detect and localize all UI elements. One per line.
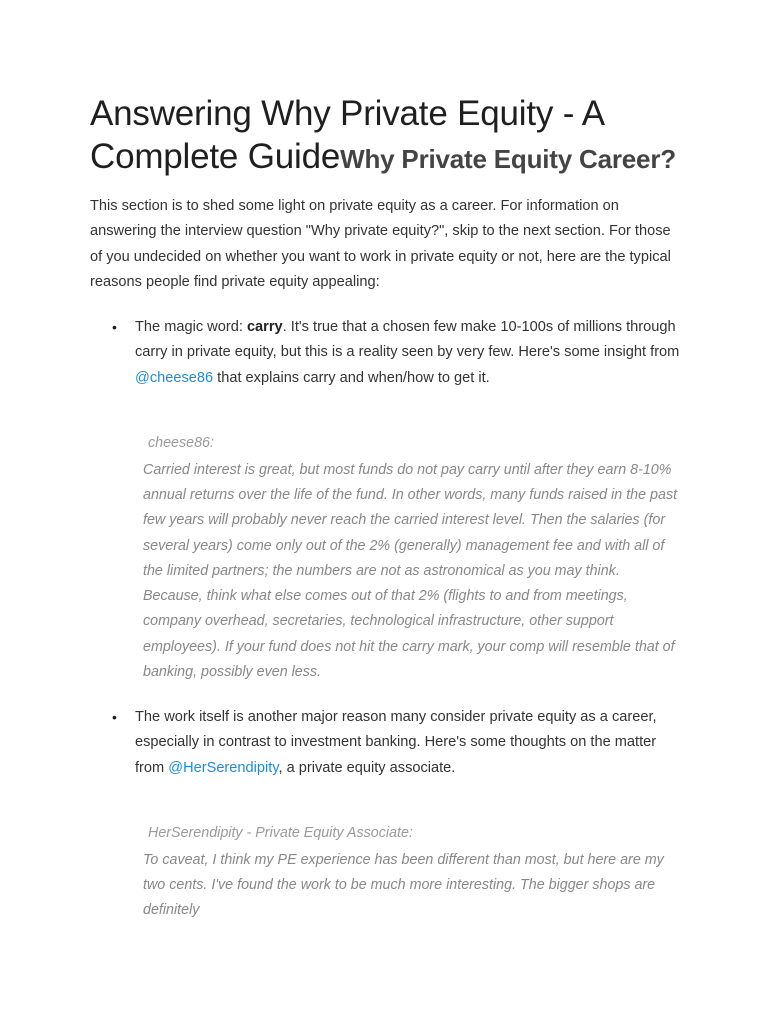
bullet-icon: •	[112, 708, 117, 725]
article-title	[90, 92, 680, 178]
reason-text: The magic word:	[135, 319, 247, 336]
reasons-list	[90, 315, 680, 923]
carry-keyword: carry	[246, 319, 283, 336]
quote-body: To caveat, I think my PE experience has been different than most, but here are my two cents. I've found the work to be much more interesting. The bigger shops are definitely	[143, 851, 664, 919]
quote-body: Carried interest is great, but most funds do not pay carry until after they earn 8-10% annual returns over the life of the fund. In other words, many funds raised in the past few years will probably never reach the carried interest level. Then the salaries (for several years) come only out of the 2% (generally) management fee and with all of the limited partners; the numbers are not as astronomical as you may think. Because, think what else comes out of that 2% (flights to and from meetings, company overhead, secretaries, technological infrastructure, other support employees). If your fund does not hit the carry mark, your comp will resemble that of banking, possibly even less.	[143, 462, 678, 680]
reason-text: that explains carry and when/how to get it.	[213, 369, 490, 386]
section-heading: Why Private Equity Career?	[340, 144, 676, 174]
list-item	[90, 315, 680, 391]
herserendipity-user-link[interactable]: @HerSerendipity	[168, 759, 279, 776]
list-item	[90, 705, 680, 781]
reason-text: The work itself is another major reason many consider private equity as a career, especially in contrast to investment banking. Here's some thoughts on the matter from	[135, 708, 657, 776]
intro-paragraph: This section is to shed some light on private equity as a career. For information on answering the interview question "Why private equity?", skip to the next section. For those of you undecided on whether you want to work in private equity or not, here are the typical reasons people find private equity appealing:	[90, 198, 671, 290]
reason-text: . It's true that a chosen few make 10-100s of millions through carry in private equity, but this is a reality seen by very few. Here's some insight from	[135, 319, 680, 361]
cheese86-user-link[interactable]: @cheese86	[135, 369, 214, 386]
bullet-icon: •	[112, 319, 117, 336]
blockquote	[143, 433, 680, 685]
blockquote	[143, 823, 680, 924]
reason-text: , a private equity associate.	[278, 759, 456, 776]
quote-author: cheese86:	[148, 435, 214, 452]
article-title-text: Answering Why Private Equity - A Complete Guide	[90, 94, 603, 176]
quote-author: HerSerendipity - Private Equity Associate:	[148, 824, 413, 841]
article	[90, 92, 680, 923]
